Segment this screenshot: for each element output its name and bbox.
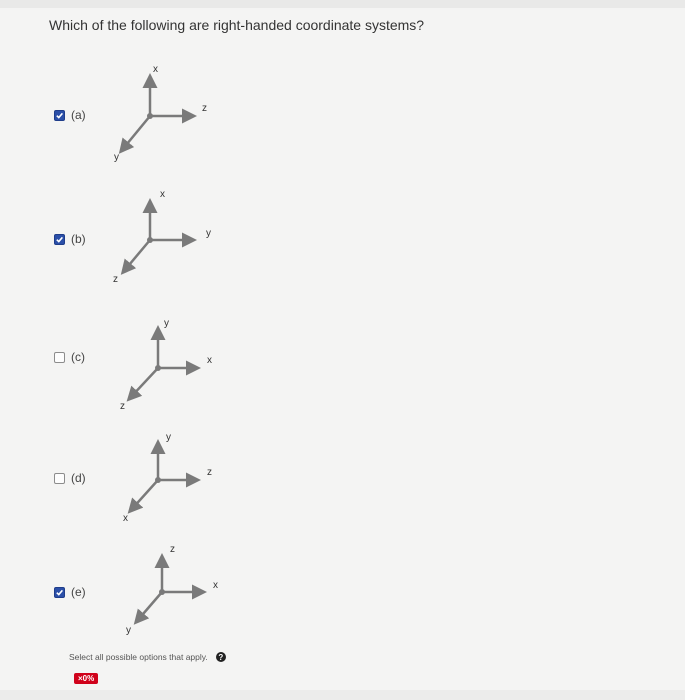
score-badge: ×0% <box>74 673 98 684</box>
axis-label-right: z <box>207 467 212 478</box>
option-label: (a) <box>71 108 86 122</box>
axis-label-right: z <box>202 103 207 114</box>
axes-diagram-c <box>120 318 212 412</box>
axis-label-down-left: y <box>114 152 119 163</box>
option-label: (d) <box>71 471 86 485</box>
bottom-bar <box>0 690 685 700</box>
axes-diagram-a <box>114 64 207 163</box>
hint-text: Select all possible options that apply. <box>69 652 208 662</box>
axes-diagram-d <box>123 432 212 524</box>
axis-label-down-left: x <box>123 513 128 524</box>
hint-row <box>69 652 226 662</box>
option-label: (e) <box>71 585 86 599</box>
axes-diagram-b <box>113 189 211 285</box>
option-label: (c) <box>71 350 85 364</box>
help-icon[interactable]: ? <box>216 652 226 662</box>
axis-label-up: y <box>166 432 171 443</box>
axis-label-up: z <box>170 544 175 555</box>
axis-label-up: x <box>153 64 158 75</box>
axis-label-up: y <box>164 318 169 329</box>
question-text: Which of the following are right-handed coordinate systems? <box>49 17 425 33</box>
axis-label-right: x <box>213 580 218 591</box>
axis-label-down-left: z <box>120 401 125 412</box>
axis-label-right: y <box>206 228 211 239</box>
axis-label-down-left: y <box>126 625 131 636</box>
axis-label-right: x <box>207 355 212 366</box>
axis-label-down-left: z <box>113 274 118 285</box>
option-label: (b) <box>71 232 86 246</box>
axes-diagram-e <box>126 544 218 636</box>
axis-label-up: x <box>160 189 165 200</box>
